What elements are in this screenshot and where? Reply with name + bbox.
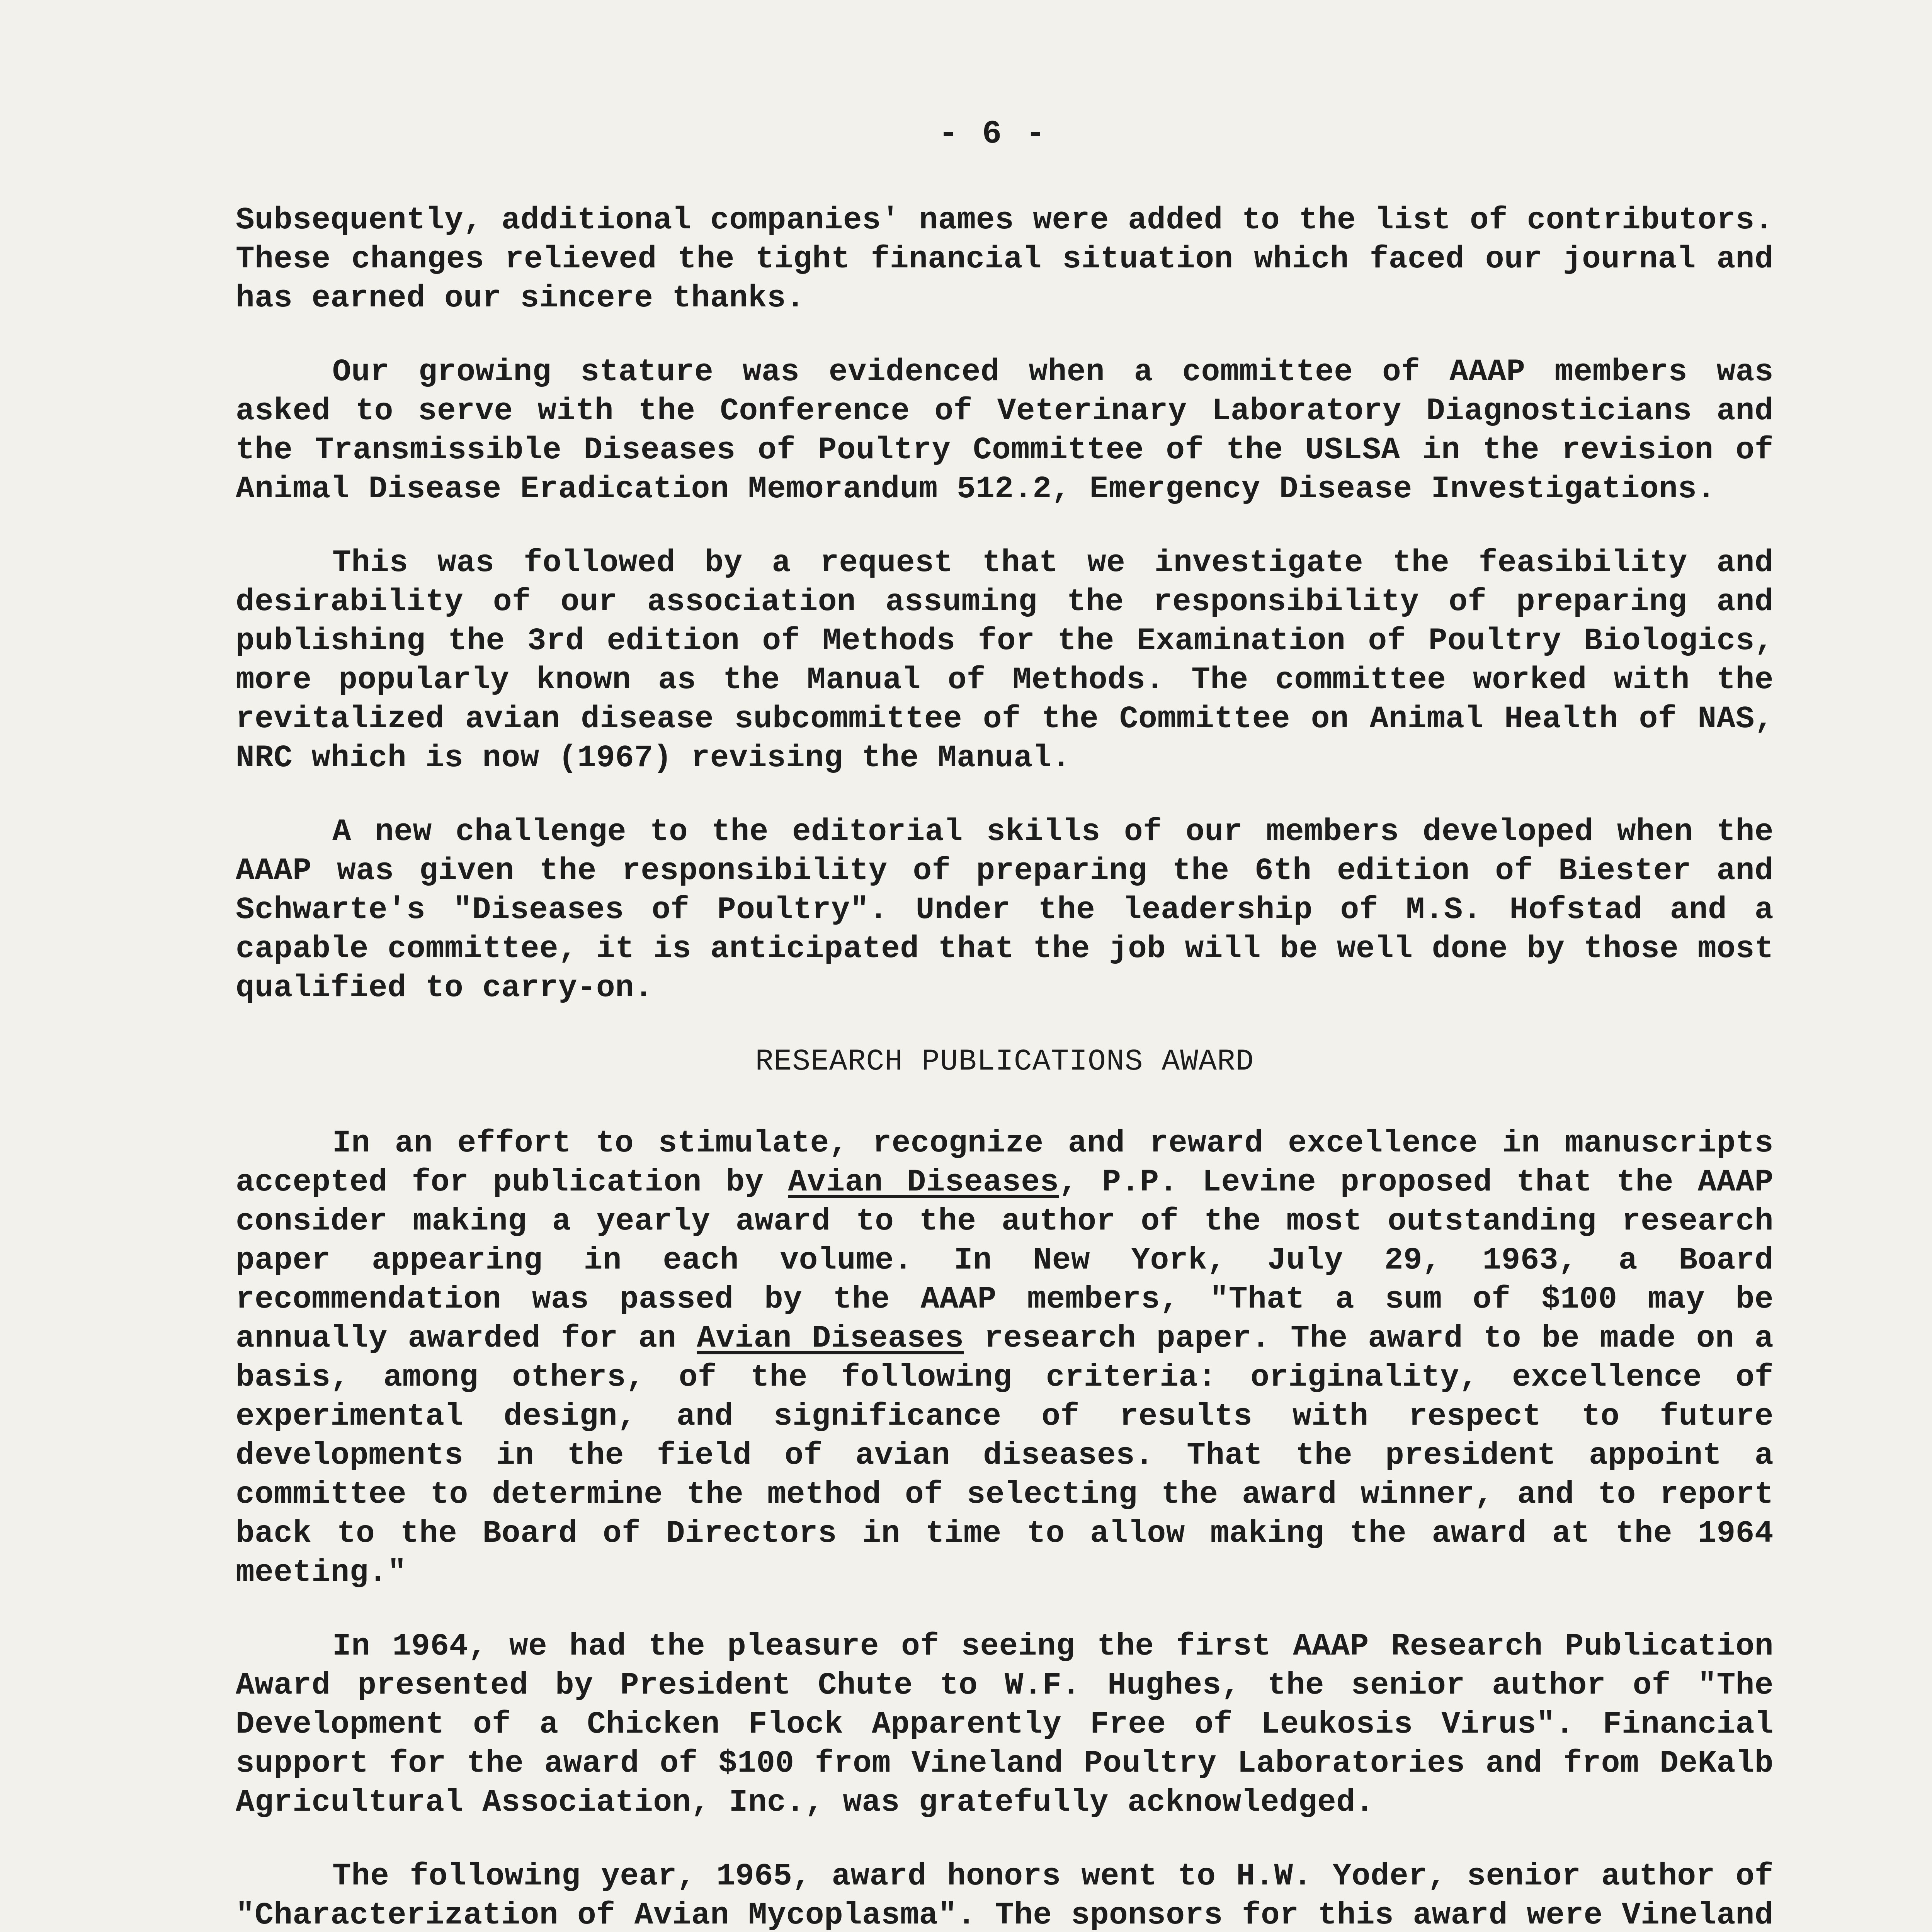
document-body: [236, 201, 1774, 1932]
paragraph-manual-of-methods: This was followed by a request that we investigate the feasibility and desirability of our association assuming the responsibility of preparing and publishing the 3rd edition of Methods for the Examination of Poultry Biologics, more popularly known as the Manual of Methods. The committee worked with the revitalized avian disease subcommittee of the Committee on Animal Health of NAS, NRC which is now (1967) revising the Manual.: [236, 546, 1774, 776]
page-number: - 6 -: [938, 116, 1048, 153]
paragraph-contributors: Subsequently, additional companies' names were added to the list of contributors. These changes relieved the tight financial situation which faced our journal and has earned our sincere thanks.: [236, 203, 1774, 316]
paragraph-awards-1965-1966: The following year, 1965, award honors went to H.W. Yoder, senior author of "Characterization of Avian Mycoplasma". The sponsors for this award were Vineland: [236, 1859, 1774, 1932]
journal-title-avian-diseases: Avian Diseases: [697, 1321, 964, 1356]
paragraph-diseases-of-poultry: A new challenge to the editorial skills of our members developed when the AAAP was given the responsibility of preparing the 6th edition of Biester and Schwarte's "Diseases of Poultry". Under the leadership of M.S. Hofstad and a capable committee, it is anticipated that the job will be well done by those most qualified to carry-on.: [236, 815, 1774, 1006]
journal-title-avian-diseases: Avian Diseases: [788, 1165, 1059, 1200]
paragraph-first-award-1964: In 1964, we had the pleasure of seeing the first AAAP Research Publication Award presented by President Chute to W.F. Hughes, the senior author of "The Development of a Chicken Flock Apparently Free of Leukosis Virus". Financial support for the award of $100 from Vineland Poultry Laboratories and from DeKalb Agricultural Association, Inc., was gratefully acknowledged.: [236, 1629, 1774, 1820]
paragraph-award-proposal: [236, 1124, 1774, 1592]
award-proposal-text-b: , P.P. Levine proposed that the AAAP consider making a yearly award to the author of the most outstanding research paper appearing in each volume. In New York, July 29, 1963, a Board recommendation was passed by the AAAP members, "That a sum of $100 may be annually awarded for an: [236, 1165, 1774, 1356]
heading-research-publications-award: RESEARCH PUBLICATIONS AWARD: [755, 1045, 1254, 1079]
paragraph-growing-stature: Our growing stature was evidenced when a committee of AAAP members was asked to serve with the Conference of Veterinary Laboratory Diagnosticians and the Transmissible Diseases of Poultry Committee of the USLSA in the revision of Animal Disease Eradication Memorandum 512.2, Emergency Disease Investigations.: [236, 355, 1774, 507]
award-proposal-text-a: In an effort to stimulate, recognize and reward excellence in manuscripts accepted for publication by: [236, 1126, 1774, 1200]
award-proposal-text-c: research paper. The award to be made on a basis, among others, of the following criteria: originality, excellence of experimental design, and significance of results with respect to future developments in the field of avian diseases. That the president appoint a committee to determine the method of selecting the award winner, and to report back to the Board of Directors in time to allow making the award at the 1964 meeting.": [236, 1321, 1774, 1590]
